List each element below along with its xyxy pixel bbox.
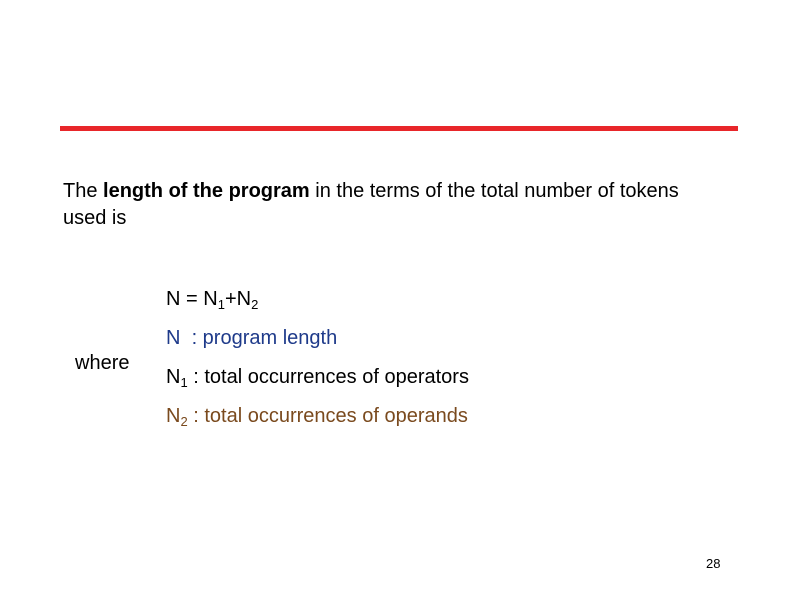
definition-operators [166,364,469,390]
intro-bold-phrase: length of the program [103,180,310,202]
formula-term1: N [203,288,218,310]
intro-text-before: The [63,180,104,202]
definition-text: : total occurrences of operators [187,366,469,388]
program-length-formula [166,286,258,312]
formula-lhs: N [166,288,181,310]
intro-paragraph [63,178,723,232]
title-divider-rule [60,126,738,131]
definition-symbol: N [166,327,181,349]
definition-subscript: 1 [180,375,188,390]
where-label: where [75,352,130,374]
formula-equals: = [180,288,204,310]
formula-plus: + [224,288,237,310]
page-number: 28 [706,556,721,571]
definition-program-length [166,325,337,351]
formula-term2-subscript: 2 [251,297,259,312]
formula-term2: N [236,288,252,310]
definition-symbol: N [166,366,181,388]
intro-text-after: in the terms of the total number of tokens used is [63,180,679,229]
definition-symbol: N [166,405,181,427]
formula-term1-subscript: 1 [217,297,225,312]
definition-text: : program length [180,327,338,349]
definition-text: : total occurrences of operands [187,405,468,427]
definition-operands [166,403,468,429]
definition-subscript: 2 [180,414,188,429]
